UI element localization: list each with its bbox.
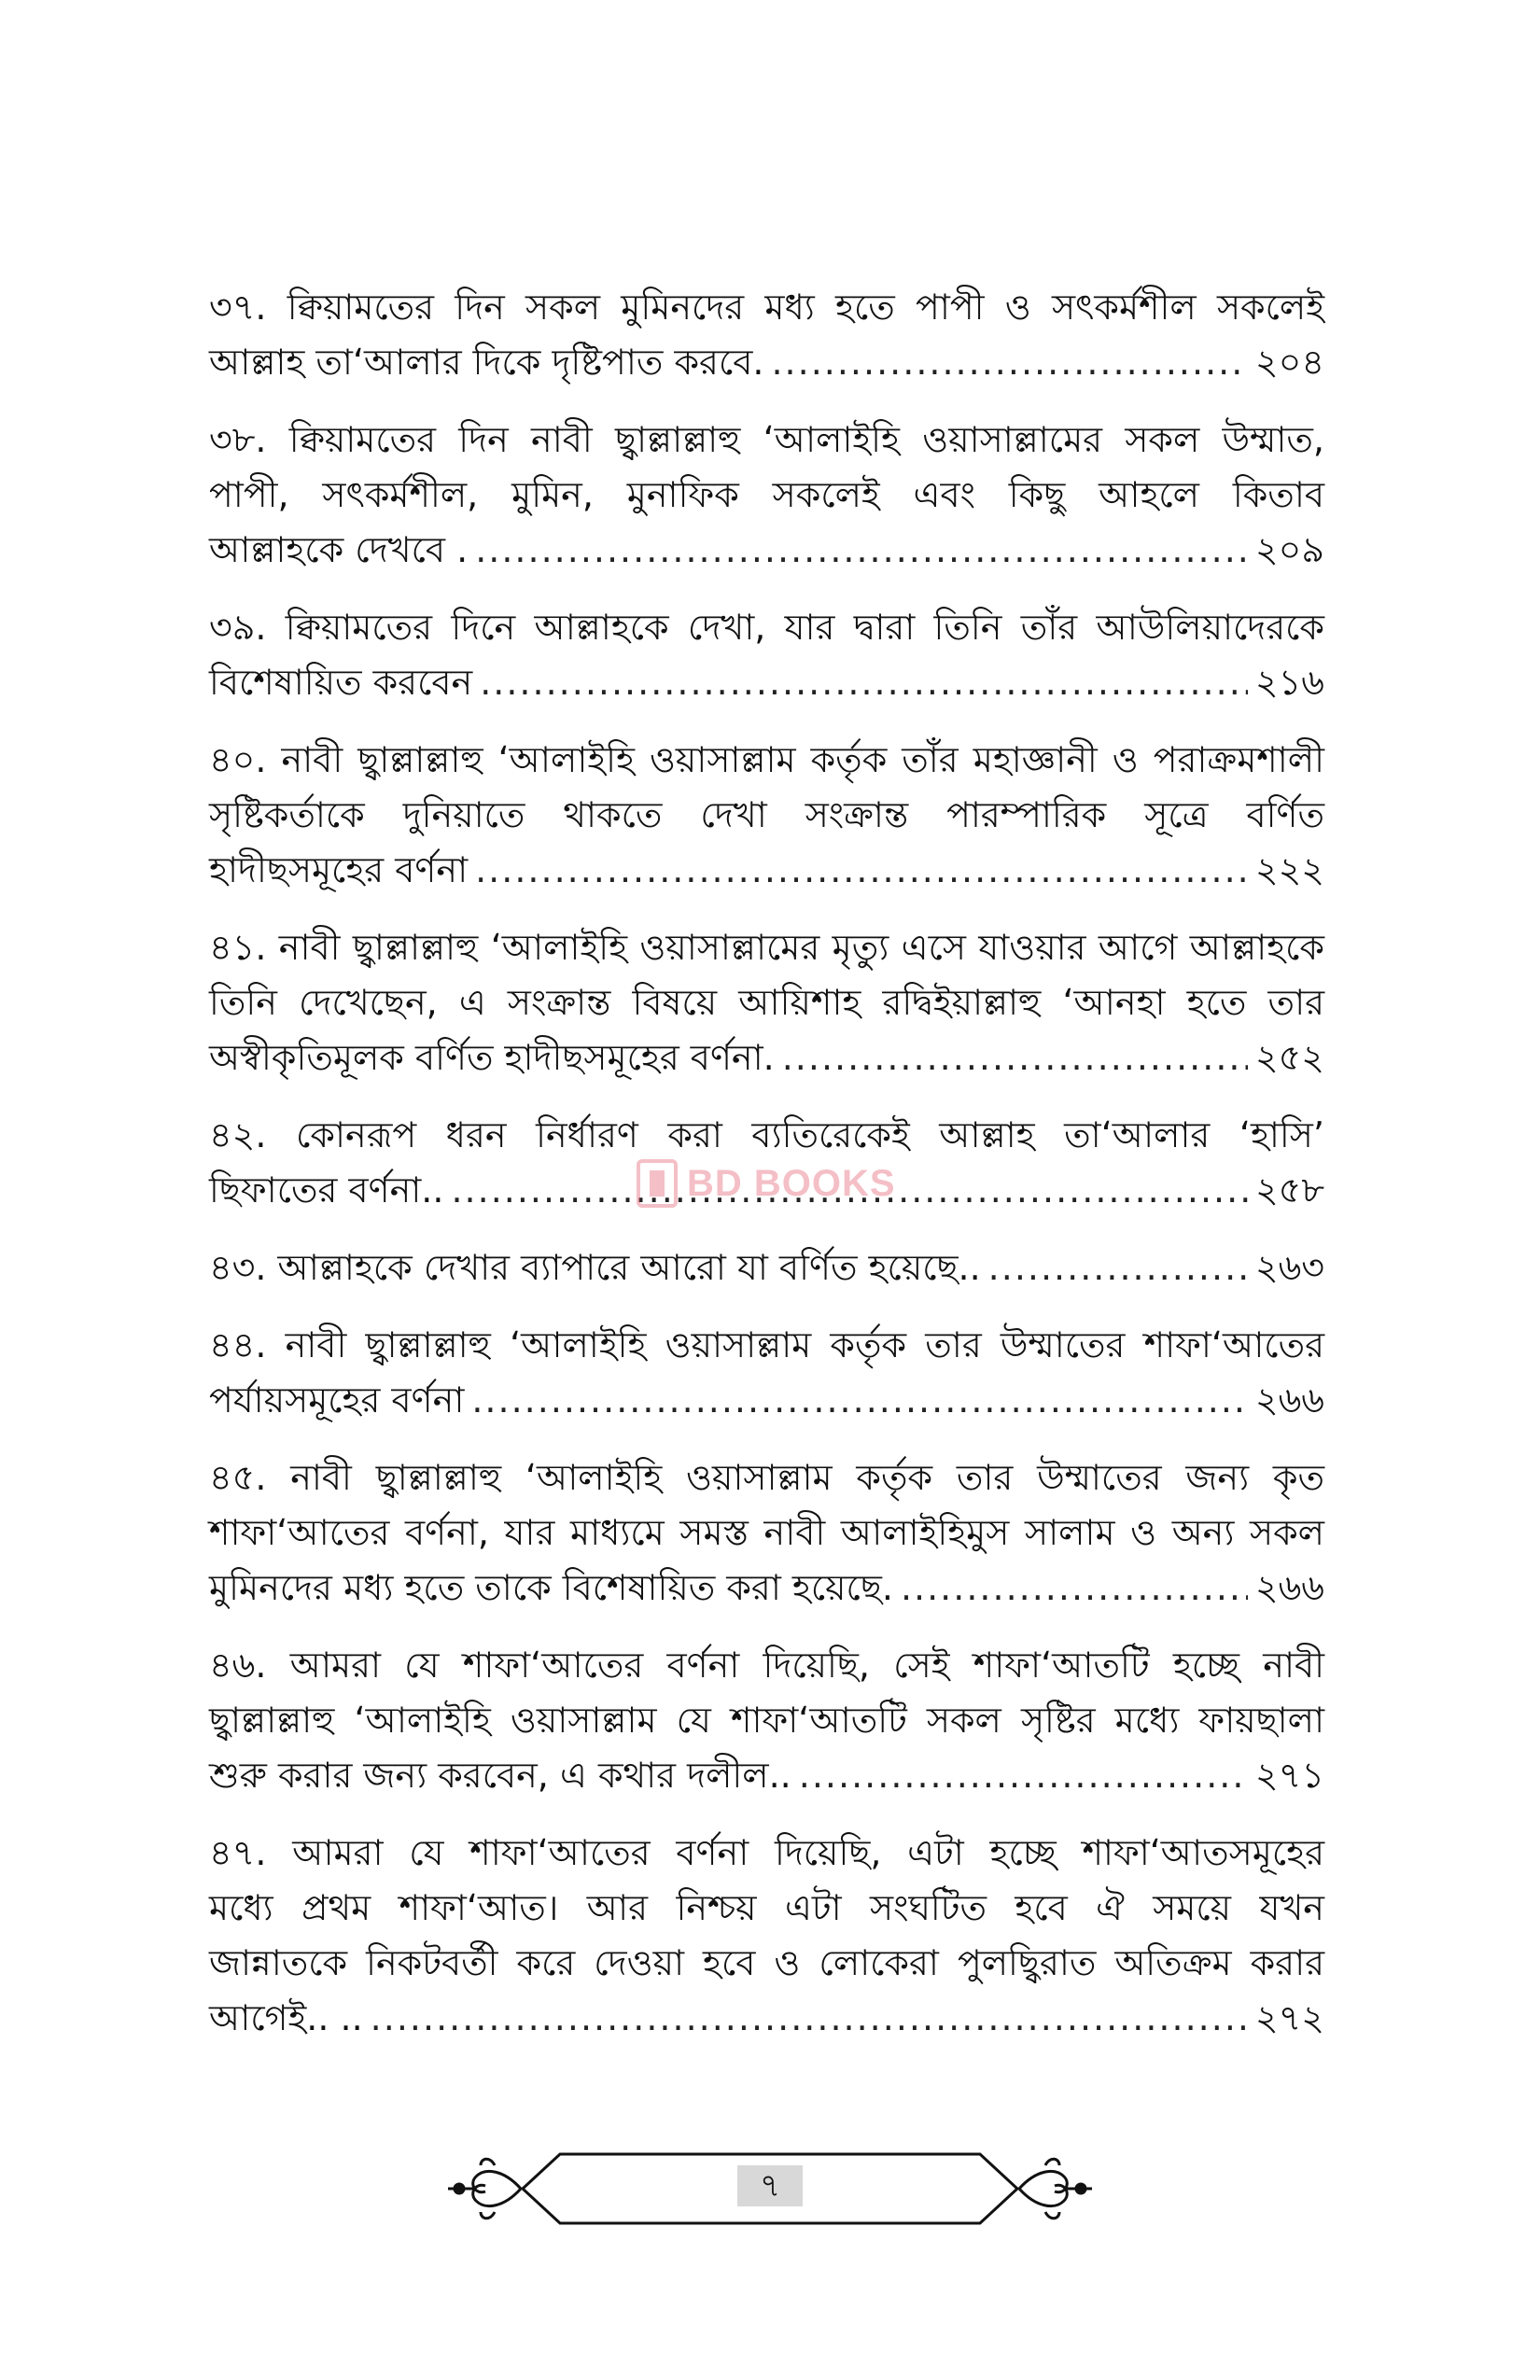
toc-entry-text: হাদীছসমূহের বর্ণনা: [209, 849, 469, 890]
toc-entry-text: ক্বিয়ামতের দিনে আল্লাহকে দেখা, যার দ্বারা তিনি তাঁর আউলিয়াদেরকে: [285, 607, 1324, 648]
toc-entry-number: ৪৪.: [209, 1324, 267, 1365]
toc-entry-text: ক্বিয়ামতের দিন সকল মুমিনদের মধ্য হতে পাপী ও সৎকর্মশীল সকলেই: [287, 287, 1324, 328]
book-icon: [637, 1159, 678, 1208]
toc-entry-text: ছ্বাল্লাল্লাহু ‘আলাইহি ওয়াসাল্লাম যে শাফা‘আতটি সকল সৃষ্টির মধ্যে ফায়ছালা: [209, 1700, 1324, 1741]
dot-leader: [475, 523, 1248, 578]
toc-entry: [209, 413, 1324, 578]
toc-entry-text: তিনি দেখেছেন, এ সংক্রান্ত বিষয়ে আয়িশাহ রদ্বিইয়াল্লাহু ‘আনহা হতে তার: [209, 982, 1324, 1023]
toc-entry-number: ৪৫.: [209, 1457, 267, 1498]
toc-entry-page: ২৬৬: [1254, 1567, 1324, 1608]
toc-entry: [209, 733, 1324, 898]
toc-entry-line: [209, 1881, 1324, 1936]
toc-entry-last-line[interactable]: [209, 655, 1324, 710]
toc-entry: [209, 1318, 1324, 1428]
toc-entry-title-end: [209, 843, 468, 898]
toc-entry-line: [209, 1638, 1324, 1693]
toc-entry-number: ৪২.: [209, 1114, 267, 1155]
toc-entry-line: [209, 468, 1324, 523]
toc-entry-text: বিশেষায়িত করবেন: [209, 662, 473, 703]
toc-entry-page: ২০৯: [1254, 529, 1324, 570]
toc-entry-text: মুমিনদের মধ্য হতে তাকে বিশেষায়িত করা হয়েছে.: [209, 1567, 893, 1608]
toc-entry-text: আমরা যে শাফা‘আতের বর্ণনা দিয়েছি, এটা হচ্ছে শাফা‘আতসমূহের: [292, 1832, 1324, 1873]
toc-entry: [209, 1826, 1324, 2046]
toc-entry-text: সৃষ্টিকর্তাকে দুনিয়াতে থাকতে দেখা সংক্রান্ত পারম্পারিক সূত্রে বর্ণিত: [209, 794, 1324, 835]
toc-entry: [209, 1450, 1324, 1616]
toc-entry-text: ছিফাতের বর্ণনা..: [209, 1169, 444, 1211]
toc-entry-page: ২৬৬: [1254, 1379, 1324, 1421]
toc-entry-line: [209, 788, 1324, 843]
toc-entry-title-end: [209, 1991, 363, 2046]
toc-entry-body: [209, 920, 1324, 1085]
toc-entry-text: নাবী ছ্বাল্লাল্লাহু ‘আলাইহি ওয়াসাল্লাম কর্তৃক তার উম্মাতের জন্য কৃত: [290, 1457, 1324, 1498]
toc-entry-line: [209, 920, 1324, 975]
toc-entry-number: ৩৭.: [209, 287, 267, 328]
toc-entry-text: নাবী ছ্বাল্লাল্লাহু ‘আলাইহি ওয়াসাল্লামের মৃত্যু এসে যাওয়ার আগে আল্লাহকে: [278, 927, 1324, 968]
toc-entry-line: [209, 1450, 1324, 1505]
dot-leader: [901, 1561, 1248, 1616]
watermark-text: BD BOOKS: [687, 1162, 896, 1204]
dot-leader: [471, 1373, 1248, 1428]
toc-entry-page: ২১৬: [1254, 662, 1324, 703]
toc-entry-title-end: [209, 1373, 464, 1428]
toc-entry-text: আল্লাহ তা‘আলার দিকে দৃষ্টিপাত করবে.: [209, 342, 764, 383]
toc-entry-line: [209, 413, 1324, 468]
toc-entry-page: ২৫৮: [1254, 1169, 1324, 1211]
dot-leader: [371, 1991, 1248, 2046]
toc-entry-text: ক্বিয়ামতের দিন নাবী ছ্বাল্লাল্লাহু ‘আলাইহি ওয়াসাল্লামের সকল উম্মাত,: [288, 419, 1324, 460]
toc-entry-last-line[interactable]: [209, 1991, 1324, 2046]
toc-entry-body: [209, 600, 1324, 710]
toc-entry-text: আগেই.. ..: [209, 1997, 363, 2038]
toc-entry-body: [209, 1450, 1324, 1616]
toc-entry-text: আমরা যে শাফা‘আতের বর্ণনা দিয়েছি, সেই শাফা‘আতটি হচ্ছে নাবী: [289, 1645, 1324, 1686]
toc-entry-last-line[interactable]: [209, 1030, 1324, 1085]
toc-entry-text: আল্লাহকে দেখার ব্যাপারে আরো যা বর্ণিত হয়েছে..: [277, 1247, 981, 1288]
toc-entry-last-line[interactable]: [209, 1240, 1324, 1295]
toc-entry-title-end: [209, 335, 763, 390]
page-footer: [439, 2137, 1101, 2240]
toc-entry-body: [209, 413, 1324, 578]
toc-entry-last-line[interactable]: [209, 1561, 1324, 1616]
toc-entry-title-end: [209, 1030, 775, 1085]
toc-entry-text: পাপী, সৎকর্মশীল, মুমিন, মুনাফিক সকলেই এবং কিছু আহলে কিতাব: [209, 474, 1324, 515]
toc-entry-page: ২০৪: [1254, 342, 1324, 383]
toc-entry-line: [209, 600, 1324, 655]
toc-entry-text: অস্বীকৃতিমূলক বর্ণিত হাদীছসমূহের বর্ণনা.: [209, 1037, 775, 1078]
toc-entry-number: ৪৩.: [209, 1247, 267, 1288]
toc-entry-number: ৪৭.: [209, 1832, 267, 1873]
toc-entry-text: শুরু করার জন্য করবেন, এ কথার দলীল..: [209, 1755, 791, 1796]
toc-entry-number: ৩৯.: [209, 607, 267, 648]
toc-entry-body: [209, 280, 1324, 390]
toc-entry-body: [209, 1318, 1324, 1428]
toc-entry-title-end: [209, 655, 472, 710]
toc-entry-page: ২৭১: [1254, 1755, 1324, 1796]
dot-leader: [988, 1240, 1248, 1295]
toc-entry-number: ৩৮.: [209, 419, 267, 460]
toc-entry: [209, 1240, 1324, 1295]
dot-leader: [771, 335, 1247, 390]
toc-entry-title-end: [209, 1163, 443, 1218]
toc-entry-page: ২৫২: [1254, 1037, 1324, 1078]
toc-entry-number: ৪১.: [209, 927, 267, 968]
toc-entry: [209, 1638, 1324, 1803]
toc-entry-line: [209, 1318, 1324, 1373]
toc-entry-body: [209, 1240, 1324, 1295]
toc-entry-body: [209, 1638, 1324, 1803]
toc-entry-line: [209, 975, 1324, 1030]
toc-entry-text: নাবী ছ্বাল্লাল্লাহু ‘আলাইহি ওয়াসাল্লাম কর্তৃক তার উম্মাতের শাফা‘আতের: [285, 1324, 1324, 1365]
toc-entry-text: আল্লাহকে দেখবে .: [209, 529, 469, 570]
toc-entry: [209, 280, 1324, 390]
dot-leader: [480, 655, 1248, 710]
toc-entry-title-end: [209, 1561, 893, 1616]
dot-leader: [799, 1748, 1248, 1803]
toc-entry-text: শাফা‘আতের বর্ণনা, যার মাধ্যমে সমস্ত নাবী আলাইহিমুস সালাম ও অন্য সকল: [209, 1512, 1324, 1553]
toc-entry-page: ২৬৩: [1254, 1247, 1324, 1288]
toc-entry: [209, 920, 1324, 1085]
toc-entry: [209, 600, 1324, 710]
toc-entry-line: [209, 1826, 1324, 1881]
toc-entry-line: [209, 733, 1324, 788]
toc-entry-number: ৪০.: [209, 739, 267, 780]
toc-entry-last-line[interactable]: [209, 1748, 1324, 1803]
right-flourish-icon: [1019, 2159, 1092, 2219]
toc-entry-title-end: [209, 1240, 981, 1295]
toc-entry-text: কোনরূপ ধরন নির্ধারণ করা ব্যতিরেকেই আল্লাহ তা‘আলার ‘হাসি’: [295, 1114, 1324, 1155]
page-number: ৭: [737, 2165, 803, 2206]
toc-entry-last-line[interactable]: [209, 1373, 1324, 1428]
toc-entry-text: মধ্যে প্রথম শাফা‘আত। আর নিশ্চয় এটা সংঘটিত হবে ঐ সময়ে যখন: [209, 1887, 1324, 1928]
toc-entry-title-end: [209, 1748, 791, 1803]
toc-entry-last-line[interactable]: [209, 843, 1324, 898]
left-flourish-icon: [448, 2159, 521, 2219]
toc-entry-line: [209, 1936, 1324, 1991]
toc-entry-last-line[interactable]: [209, 523, 1324, 578]
dot-leader: [475, 843, 1248, 898]
toc-entry-line: [209, 1693, 1324, 1748]
toc-entry-text: নাবী ছ্বাল্লাল্লাহু ‘আলাইহি ওয়াসাল্লাম কর্তৃক তাঁর মহাজ্ঞানী ও পরাক্রমশালী: [281, 739, 1324, 780]
toc-entry-title-end: [209, 523, 468, 578]
toc-entry-body: [209, 1826, 1324, 2046]
toc-entry-text: জান্নাতকে নিকটবর্তী করে দেওয়া হবে ও লোকেরা পুলছ্বিরাত অতিক্রম করার: [209, 1942, 1324, 1983]
toc-entry-last-line[interactable]: [209, 335, 1324, 390]
toc-entry-line: [209, 1505, 1324, 1561]
toc-entry-line: [209, 280, 1324, 335]
toc-entry-text: পর্যায়সমূহের বর্ণনা: [209, 1379, 465, 1421]
watermark: [637, 1150, 907, 1217]
toc-entry-number: ৪৬.: [209, 1645, 267, 1686]
toc-entry-page: ২২২: [1254, 849, 1324, 890]
toc-entry-page: ২৭২: [1254, 1997, 1324, 2038]
toc-entry-body: [209, 733, 1324, 898]
dot-leader: [782, 1030, 1248, 1085]
